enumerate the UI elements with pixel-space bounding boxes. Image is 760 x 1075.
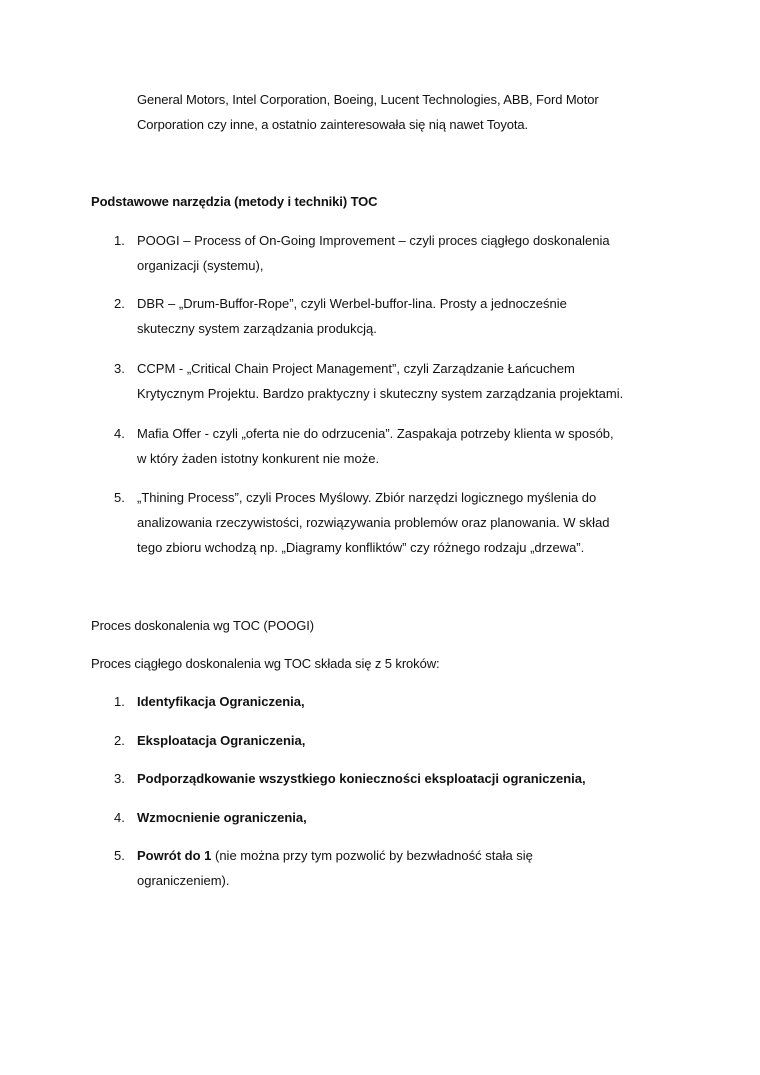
tools-heading — [91, 189, 377, 214]
list-item-number: 1. — [114, 233, 125, 248]
list-item-number: 5. — [114, 490, 125, 505]
step-line-2: ograniczeniem). — [137, 873, 230, 888]
step-bold-text: Wzmocnienie ograniczenia, — [137, 810, 307, 825]
list-item-number: 3. — [114, 771, 125, 786]
list-item-number: 2. — [114, 733, 125, 748]
tools-heading-text: Podstawowe narzędzia (metody i techniki) TOC — [91, 194, 378, 209]
list-item-line: skuteczny system zarządzania produkcją. — [137, 321, 377, 336]
list-item-text — [137, 805, 307, 830]
poogi-heading-text: Proces doskonalenia wg TOC (POOGI) — [91, 618, 314, 633]
list-item-line: Mafia Offer - czyli „oferta nie do odrzucenia”. Zaspakaja potrzeby klienta w sposób, — [137, 426, 614, 441]
list-item-text — [137, 728, 305, 753]
list-item-text — [137, 485, 610, 560]
list-item-text — [137, 689, 305, 714]
list-item-text — [137, 766, 586, 791]
step-bold-text: Identyfikacja Ograniczenia, — [137, 694, 305, 709]
intro-paragraph — [137, 87, 599, 137]
list-item-text — [137, 228, 610, 278]
list-item-line: tego zbioru wchodzą np. „Diagramy konfliktów” czy różnego rodzaju „drzewa”. — [137, 540, 585, 555]
list-item-line: analizowania rzeczywistości, rozwiązywania problemów oraz planowania. W skład — [137, 515, 610, 530]
step-bold-text: Podporządkowanie wszystkiego konieczności eksploatacji ograniczenia, — [137, 771, 586, 786]
step-rest-text: (nie można przy tym pozwolić by bezwładność stała się — [211, 848, 533, 863]
list-item-text — [137, 421, 614, 471]
list-item-line: „Thining Process”, czyli Proces Myślowy. Zbiór narzędzi logicznego myślenia do — [137, 490, 597, 505]
list-item-number: 4. — [114, 810, 125, 825]
list-item-text — [137, 843, 533, 893]
list-item-line: DBR – „Drum-Buffor-Rope”, czyli Werbel-buffor-lina. Prosty a jednocześnie — [137, 296, 567, 311]
poogi-intro-text: Proces ciągłego doskonalenia wg TOC składa się z 5 kroków: — [91, 656, 440, 671]
list-item-number: 1. — [114, 694, 125, 709]
list-item-line: Krytycznym Projektu. Bardzo praktyczny i skuteczny system zarządzania projektami. — [137, 386, 624, 401]
list-item-text — [137, 291, 567, 341]
list-item-number: 2. — [114, 296, 125, 311]
list-item-number: 3. — [114, 361, 125, 376]
list-item-line: organizacji (systemu), — [137, 258, 264, 273]
poogi-intro — [91, 651, 440, 676]
poogi-heading — [91, 613, 314, 638]
step-bold-text: Eksploatacja Ograniczenia, — [137, 733, 306, 748]
step-bold-text: Powrót do 1 — [137, 848, 212, 863]
intro-line-1: General Motors, Intel Corporation, Boeing, Lucent Technologies, ABB, Ford Motor — [137, 92, 599, 107]
list-item-line: w który żaden istotny konkurent nie może. — [137, 451, 380, 466]
list-item-number: 4. — [114, 426, 125, 441]
list-item-line: POOGI – Process of On-Going Improvement – czyli proces ciągłego doskonalenia — [137, 233, 610, 248]
list-item-line: CCPM - „Critical Chain Project Management”, czyli Zarządzanie Łańcuchem — [137, 361, 575, 376]
list-item-number: 5. — [114, 848, 125, 863]
intro-line-2: Corporation czy inne, a ostatnio zainteresowała się nią nawet Toyota. — [137, 117, 529, 132]
list-item-text — [137, 356, 623, 406]
